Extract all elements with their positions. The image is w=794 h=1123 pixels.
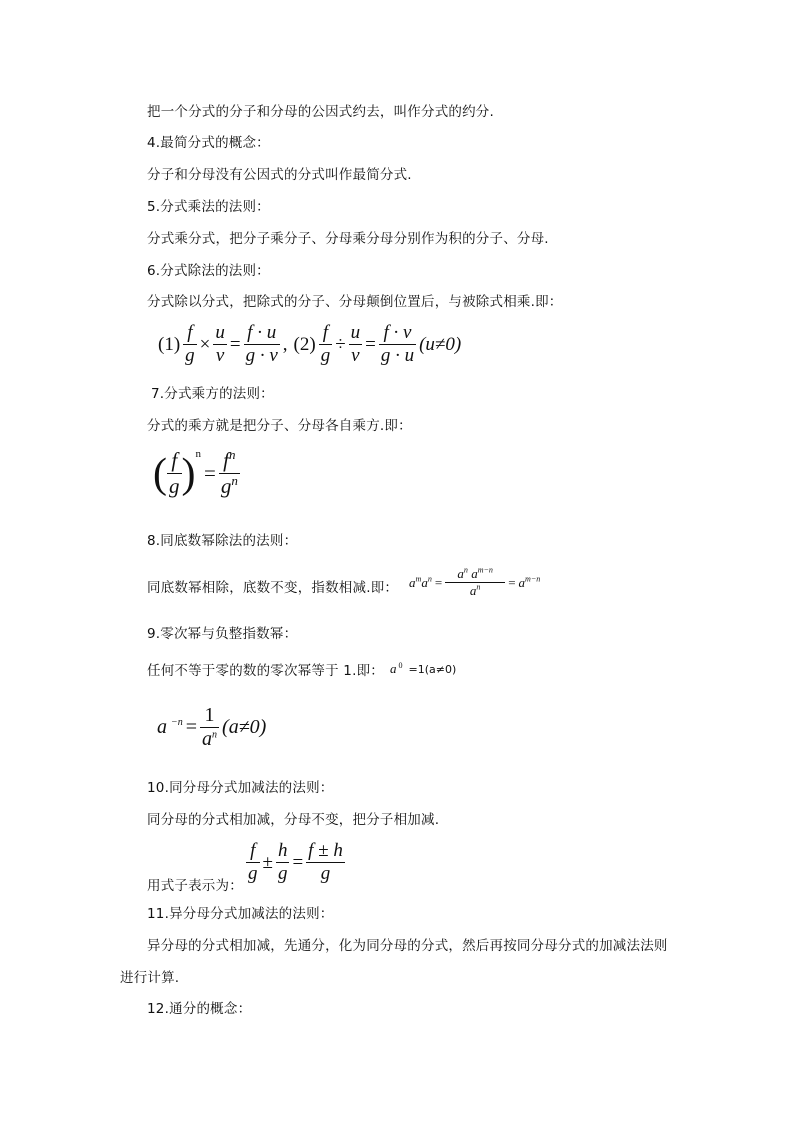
fraction-u-v: $\frac{u}{v}$	[215, 322, 225, 366]
heading-8: 8.同底数幂除法的法则：	[147, 533, 298, 549]
condition: (a≠0)	[222, 716, 267, 738]
text-line: 同底数幂相除，底数不变，指数相减.即：	[147, 580, 399, 596]
heading-6: 6.分式除法的法则：	[147, 263, 270, 279]
heading-10: 10.同分母分式加减法的法则：	[147, 780, 334, 796]
heading-11: 11.异分母分式加减法的法则：	[147, 906, 334, 922]
text-line: 分式乘分式，把分子乘分子、分母乘分母分别作为积的分子、分母.	[147, 231, 549, 247]
text-line: 分子和分母没有公因式的分式叫作最简分式.	[147, 167, 412, 183]
text-line: 用式子表示为：	[147, 878, 243, 894]
text-line: 分式除以分式，把除式的分子、分母颠倒位置后，与被除式相乘.即：	[147, 294, 563, 310]
fraction-f-g-power: $\frac{f}{g}$	[169, 448, 180, 498]
condition: (u≠0)	[419, 333, 462, 355]
fraction-1-an: $\frac{1}{a^n}$	[202, 704, 218, 750]
formula-same-denominator: $\frac{f}{g}$ ± $\frac{h}{g}$ = $\frac{f \pm h}{g}$	[248, 840, 343, 884]
text-line: 分式的乘方就是把分子、分母各自乘方.即：	[147, 418, 412, 434]
text-line: 把一个分式的分子和分母的公因式约去，叫作分式的约分.	[147, 104, 494, 120]
fraction-f-g: $\frac{f}{g}$	[185, 322, 195, 366]
formula-power: ( $\frac{f}{g}$ )$^n$= $\frac{f^n}{g^n}$	[153, 447, 238, 498]
heading-4: 4.最简分式的概念：	[147, 135, 270, 151]
fraction-product: $\frac{f \cdot u}{g \cdot v}$	[245, 322, 278, 366]
fraction-sum-result: $\frac{f \pm h}{g}$	[308, 840, 343, 884]
heading-12: 12.通分的概念：	[147, 1001, 252, 1017]
text-line: 同分母的分式相加减，分母不变，把分子相加减.	[147, 812, 440, 828]
fraction-f-g-sum: $\frac{f}{g}$	[248, 840, 258, 884]
fraction-quotient: $\frac{f \cdot v}{g \cdot u}$	[380, 322, 415, 366]
formula-negative-exponent: a $^{-n}$ = $\frac{1}{a^n}$ (a≠0)	[157, 704, 269, 751]
formula-zero-power: a $^0$ =1(a≠0)	[390, 660, 457, 676]
fraction-h-g: $\frac{h}{g}$	[277, 840, 288, 884]
text-line: 异分母的分式相加减，先通分，化为同分母的分式，然后再按同分母分式的加减法法则	[147, 938, 668, 954]
heading-9: 9.零次幂与负整指数幂：	[147, 626, 298, 642]
heading-7: 7.分式乘方的法则：	[151, 386, 274, 402]
fraction-f-g-2: $\frac{f}{g}$	[320, 322, 331, 366]
heading-5: 5.分式乘法的法则：	[147, 199, 270, 215]
text-line: 进行计算.	[120, 970, 180, 986]
fraction-u-v-2: $\frac{u}{v}$	[350, 322, 361, 366]
formula-same-base: $a^ma^n$ = $\frac{a^n a^{m-n}}{a^n}$ = $a^{m-n}$	[409, 565, 541, 598]
label-1: (1)	[158, 333, 181, 355]
text-line: 任何不等于零的数的零次幂等于 1.即：	[147, 663, 384, 679]
fraction-fn-gn: $\frac{f^n}{g^n}$	[220, 447, 238, 498]
fraction-power: $\frac{a^n a^{m-n}}{a^n}$	[445, 566, 505, 599]
label-2: (2)	[293, 333, 316, 355]
formula-mul-div: (1) $\frac{f}{g}$ × $\frac{u}{v}$ = $\frac{f \cdot u}{g \cdot v}$ , (2) $\frac{f}{g}$ ÷ $\frac{u}{v}$ = $\frac{f \cdot v}{g \cdot u}$ (u≠0)	[155, 322, 464, 367]
